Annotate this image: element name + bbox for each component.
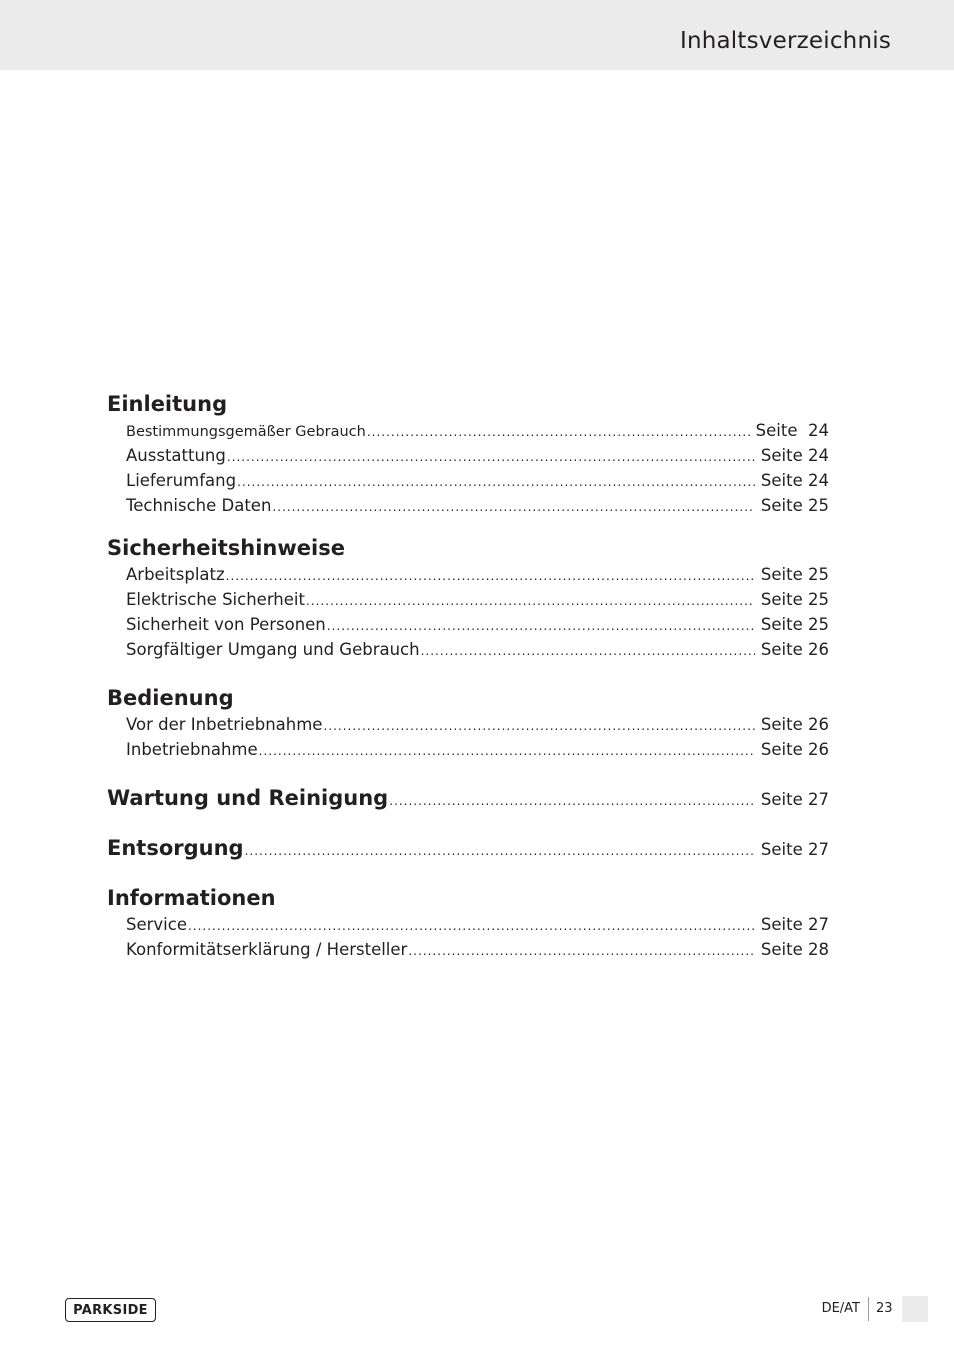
toc-entry-page: Seite 27 xyxy=(760,790,829,809)
dot-leader xyxy=(226,564,755,589)
toc-entry-label: Konformitätserklärung / Hersteller xyxy=(126,940,408,959)
footer-marker-box xyxy=(902,1296,928,1322)
toc-section-bedienung xyxy=(107,684,829,762)
section-heading: Entsorgung xyxy=(107,836,244,860)
dot-leader xyxy=(327,614,755,639)
header-band xyxy=(0,0,954,70)
toc-entry-page: Seite 24 xyxy=(755,421,829,440)
section-heading: Bedienung xyxy=(107,686,234,710)
dot-leader xyxy=(367,420,750,445)
toc-entry-page: Seite 25 xyxy=(760,615,829,634)
toc-entry-label: Inbetriebnahme xyxy=(126,740,258,759)
toc-entry-label: Sorgfältiger Umgang und Gebrauch xyxy=(126,640,420,659)
toc-entry-page: Seite 26 xyxy=(760,640,829,659)
toc-entry[interactable] xyxy=(107,612,829,637)
dot-leader xyxy=(272,495,755,520)
brand-logo: PARKSIDE xyxy=(65,1298,156,1322)
toc-entry-page: Seite 27 xyxy=(760,840,829,859)
toc-entry-label: Ausstattung xyxy=(126,446,226,465)
dot-leader xyxy=(259,739,755,764)
toc-entry[interactable] xyxy=(107,912,829,937)
page-title: Inhaltsverzeichnis xyxy=(679,28,891,54)
toc-entry[interactable] xyxy=(107,587,829,612)
toc-entry[interactable] xyxy=(107,712,829,737)
toc-entry[interactable] xyxy=(107,443,829,468)
toc-entry[interactable] xyxy=(107,737,829,762)
toc-entry-label: Technische Daten xyxy=(126,496,272,515)
dot-leader xyxy=(323,714,754,739)
section-heading: Sicherheitshinweise xyxy=(107,536,345,560)
toc-heading-entry[interactable] xyxy=(107,834,829,862)
table-of-contents xyxy=(107,390,829,962)
toc-entry[interactable] xyxy=(107,493,829,518)
dot-leader xyxy=(227,445,755,470)
toc-entry[interactable] xyxy=(107,562,829,587)
dot-leader xyxy=(245,837,755,865)
toc-heading-entry[interactable] xyxy=(107,784,829,812)
toc-section-entsorgung xyxy=(107,834,829,862)
dot-leader xyxy=(237,470,755,495)
toc-entry-page: Seite 24 xyxy=(760,471,829,490)
toc-entry[interactable] xyxy=(107,937,829,962)
toc-entry[interactable] xyxy=(107,637,829,662)
page-number: 23 xyxy=(876,1301,893,1316)
toc-section-einleitung xyxy=(107,390,829,518)
toc-section-wartung xyxy=(107,784,829,812)
section-heading: Informationen xyxy=(107,886,276,910)
toc-entry-label: Sicherheit von Personen xyxy=(126,615,326,634)
toc-entry[interactable] xyxy=(107,468,829,493)
toc-section-sicherheitshinweise xyxy=(107,534,829,662)
toc-entry-page: Seite 25 xyxy=(760,565,829,584)
dot-leader xyxy=(188,914,755,939)
toc-section-informationen xyxy=(107,884,829,962)
toc-entry-page: Seite 25 xyxy=(760,496,829,515)
toc-entry-page: Seite 24 xyxy=(760,446,829,465)
toc-entry-label: Arbeitsplatz xyxy=(126,565,225,584)
dot-leader xyxy=(389,787,755,815)
toc-entry-label: Bestimmungsgemäßer Gebrauch xyxy=(126,424,366,440)
toc-entry-page: Seite 28 xyxy=(760,940,829,959)
toc-entry-page: Seite 26 xyxy=(760,740,829,759)
toc-entry[interactable] xyxy=(107,418,829,443)
toc-entry-label: Service xyxy=(126,915,187,934)
toc-entry-page: Seite 27 xyxy=(760,915,829,934)
toc-entry-page: Seite 26 xyxy=(760,715,829,734)
toc-entry-label: Vor der Inbetriebnahme xyxy=(126,715,323,734)
dot-leader xyxy=(306,589,755,614)
locale-label: DE/AT xyxy=(821,1301,860,1316)
toc-entry-label: Lieferumfang xyxy=(126,471,237,490)
section-heading: Wartung und Reinigung xyxy=(107,786,389,810)
toc-entry-page: Seite 25 xyxy=(760,590,829,609)
dot-leader xyxy=(408,939,755,964)
footer-divider xyxy=(868,1297,869,1321)
dot-leader xyxy=(421,639,755,664)
section-heading: Einleitung xyxy=(107,392,228,416)
toc-entry-label: Elektrische Sicherheit xyxy=(126,590,305,609)
